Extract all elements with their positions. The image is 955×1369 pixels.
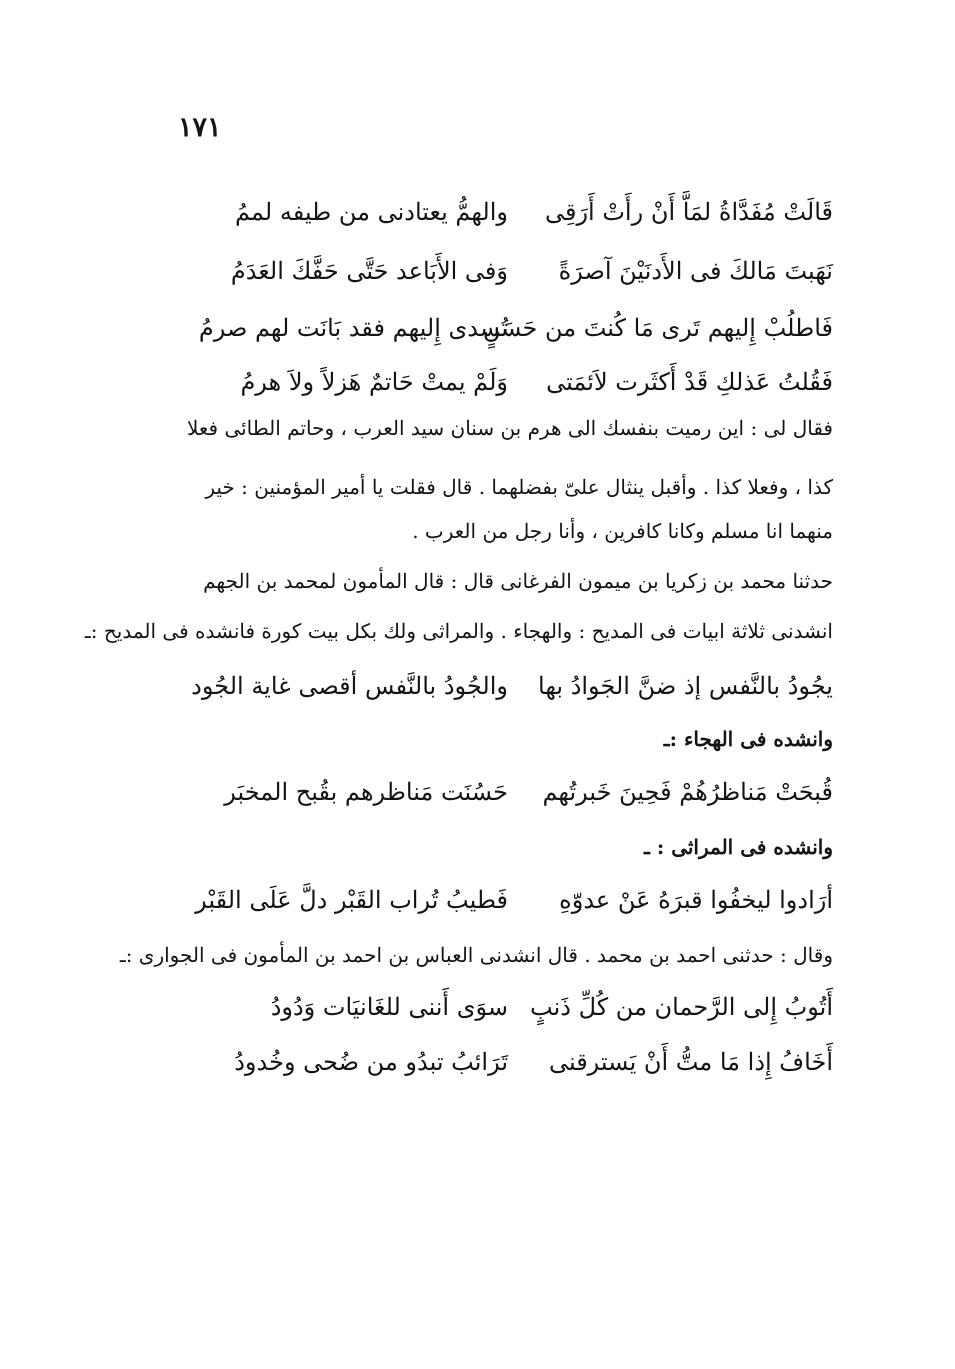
verse-second-hemistich: تَرَائبُ تبدُو من ضُحى وخُدودُ <box>234 1048 508 1076</box>
verse <box>178 360 833 404</box>
prose-line: منهما انا مسلم وكانا كافرين ، وأنا رجل من العرب . <box>412 519 833 543</box>
prose-line: كذا ، وفعلا كذا . وأقبل ينثال علىّ بفضلهما . قال فقلت يا أمير المؤمنين : خير <box>205 475 833 499</box>
section-intro-rithaa: وانشده فى المراثى : ـ <box>644 835 833 859</box>
prose-line: وقال : حدثنى احمد بن محمد . قال انشدنى العباس بن احمد بن المأمون فى الجوارى :ـ <box>119 943 833 967</box>
verse <box>178 1040 833 1084</box>
verse-rithaa <box>178 878 833 922</box>
verse-hija <box>178 770 833 814</box>
prose-line: حدثنا محمد بن زكريا بن ميمون الفرغانى قال : قال المأمون لمحمد بن الجهم <box>203 569 833 593</box>
verse <box>178 190 833 234</box>
verse <box>178 985 833 1029</box>
verse-first-hemistich: فَقُلتُ عَذلكِ قَدْ أَكثَرت لاَئمَتى <box>546 368 833 396</box>
verse-second-hemistich: فَطيبُ تُراب القَبْر دلَّ عَلَى القَبْر <box>195 886 508 914</box>
verse-first-hemistich: فَاطلُبْ إِليهم تَرى مَا كُنتَ من حَسَنٍ <box>482 314 833 342</box>
verse-second-hemistich: تُسدى إِليهم فقد بَانَت لهم صرمُ <box>198 314 508 342</box>
verse-madih <box>178 664 833 708</box>
verse <box>178 249 833 293</box>
verse-first-hemistich: أرَادوا ليخفُوا قبرَهُ عَنْ عدوّهِ <box>559 886 833 914</box>
verse-first-hemistich: أَخَافُ إِذا مَا متُّ أَنْ يَسترقنى <box>548 1048 833 1076</box>
verse-second-hemistich: حَسُنَت مَناظرهم بقُبح المخبَر <box>224 778 508 806</box>
verse-first-hemistich: نَهَبتَ مَالكَ فى الأَدنَيْنَ آصرَةً <box>558 257 833 285</box>
verse-second-hemistich: وَفى الأَبَاعد حَتَّى حَفَّكَ العَدَمُ <box>230 257 508 285</box>
verse-second-hemistich: وَلَمْ يمتْ حَاتمٌ هَزلاً ولاَ هرمُ <box>240 368 508 396</box>
verse <box>178 306 833 350</box>
section-intro-hija: وانشده فى الهجاء :ـ <box>663 727 833 751</box>
verse-first-hemistich: قَالَتْ مُفَدَّاةُ لمَاَّ أَنْ رأَتْ أَرَقِى <box>544 198 833 226</box>
prose-line: انشدنى ثلاثة ابيات فى المديح : والهجاء . والمراثى ولك بكل بيت كورة فانشده فى المديح :ـ <box>84 619 833 643</box>
verse-second-hemistich: سوَى أَننى للغَانيَات وَدُودُ <box>270 993 508 1021</box>
verse-first-hemistich: يجُودُ بالنَّفس إذ ضنَّ الجَوادُ بها <box>538 672 833 700</box>
verse-first-hemistich: أَتُوبُ إِلى الرَّحمان من كُلِّ ذَنبٍ <box>530 993 833 1021</box>
prose-line: فقال لى : اين رميت بنفسك الى هرم بن سنان سيد العرب ، وحاتم الطائى فعلا <box>186 416 833 440</box>
verse-first-hemistich: قُبحَتْ مَناظرُهُمْ فَحِينَ خَبرتُهم <box>542 778 833 806</box>
verse-second-hemistich: والجُودُ بالنَّفس أقصى غاية الجُود <box>191 672 508 700</box>
verse-second-hemistich: والهمُّ يعتادنى من طيفه لممُ <box>235 198 508 226</box>
page-number: ١٧١ <box>178 112 222 143</box>
